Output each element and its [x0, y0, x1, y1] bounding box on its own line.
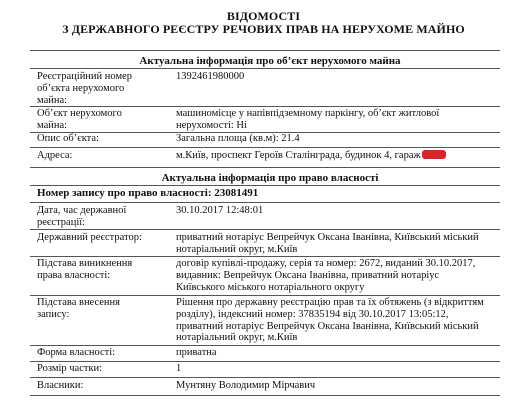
row-divider: [30, 295, 500, 296]
row-divider: [30, 147, 500, 148]
share-size-label: Розмір частки:: [37, 363, 103, 374]
document-title: ВІДОМОСТІ: [226, 9, 301, 23]
ownership-basis-value: договір купівлі-продажу, серія та номер: 2672, виданий 30.10.2017, видавник: Вепрейчук Оксана Іванівна, приватний нотаріус Київського міського нотаріального округу: [176, 258, 476, 293]
row-divider: [30, 395, 500, 396]
row-divider: [30, 202, 500, 203]
row-divider: [30, 167, 500, 168]
object-type-label: Об’єкт нерухомого майна:: [37, 108, 122, 131]
rights-section-heading: Актуальна інформація про право власності: [161, 172, 379, 184]
description-value: Загальна площа (кв.м): 21.4: [176, 133, 300, 144]
address-text: м.Київ, проспект Героїв Сталінграда, будинок 4, гараж: [176, 150, 421, 161]
ownership-form-value: приватна: [176, 347, 217, 358]
ownership-basis-label: Підстава виникнення права власності:: [37, 258, 133, 281]
ownership-form-label: Форма власності:: [37, 347, 116, 358]
row-divider: [30, 229, 500, 230]
description-label: Опис об’єкта:: [37, 133, 99, 144]
registration-date-label: Дата, час державної реєстрації:: [37, 205, 127, 228]
address-value: [176, 150, 506, 162]
row-divider: [30, 345, 500, 346]
section-divider: [30, 185, 500, 186]
share-size-value: 1: [176, 363, 182, 374]
row-divider: [30, 106, 500, 107]
row-divider: [30, 256, 500, 257]
section-divider: [30, 50, 500, 51]
object-type-value: машиномісце у напівпідземному паркінгу, об’єкт житлової нерухомості: Ні: [176, 108, 440, 131]
registrar-label: Державний реєстратор:: [37, 232, 142, 243]
section-divider: [30, 68, 500, 69]
row-divider: [30, 361, 500, 362]
address-label: Адреса:: [37, 150, 73, 161]
document-subtitle: З ДЕРЖАВНОГО РЕЄСТРУ РЕЧОВИХ ПРАВ НА НЕРУХОМЕ МАЙНО: [62, 22, 465, 36]
redaction-mark: [422, 150, 446, 159]
row-divider: [30, 377, 500, 378]
owners-label: Власники:: [37, 380, 84, 391]
registration-number-label: Реєстраційний номер об’єкта нерухомого майна:: [37, 71, 133, 106]
registration-date-value: 30.10.2017 12:48:01: [176, 205, 264, 216]
registration-number-value: 1392461980000: [176, 71, 245, 82]
object-section-heading: Актуальна інформація про об’єкт нерухомого майна: [139, 55, 401, 67]
owners-value: Мунтяну Володимир Мірчавич: [176, 380, 316, 391]
record-number: Номер запису про право власності: 23081491: [37, 187, 259, 199]
entry-basis-label: Підстава внесення запису:: [37, 297, 121, 320]
registrar-value: приватний нотаріус Вепрейчук Оксана Іванівна, Київський міський нотаріальний округ, м.Київ: [176, 232, 479, 255]
entry-basis-value: Рішення про державну реєстрацію прав та їх обтяжень (з відкриттям розділу), індексний номер: 37835194 від 30.10.2017 13:05:12, приватний нотаріус Вепрейчук Оксана Іванівна, Київський міський нотаріальний округ, м.Київ: [176, 297, 484, 344]
